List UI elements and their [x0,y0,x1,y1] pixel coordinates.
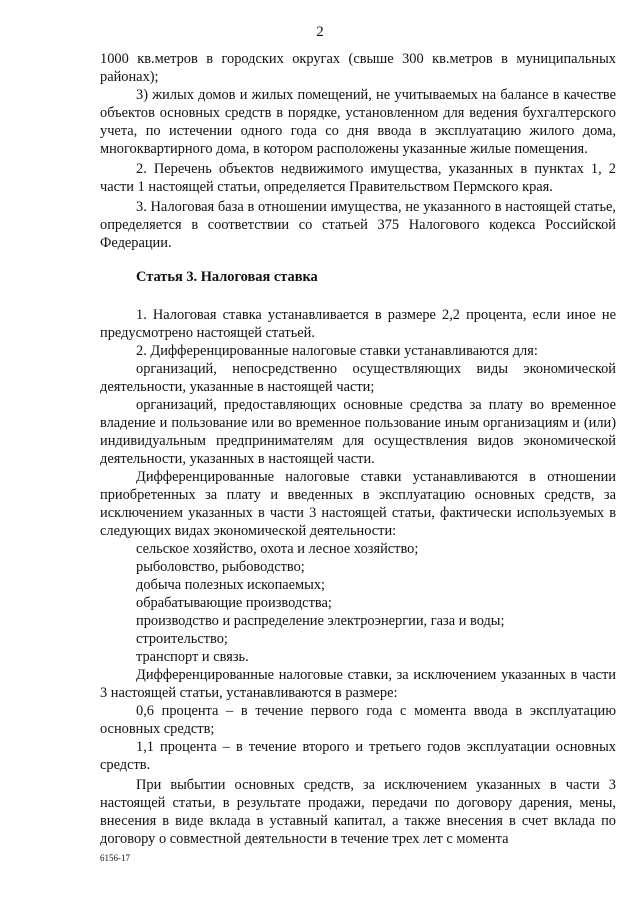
list-item: транспорт и связь. [136,649,249,665]
paragraph: 1000 кв.метров в городских округах (свыше 300 кв.метров в муниципальных районах); [100,51,616,85]
article-heading: Статья 3. Налоговая ставка [136,269,318,285]
document-body [100,50,616,848]
paragraph: При выбытии основных средств, за исключением указанных в части 3 настоящей статьи, в результате продажи, передачи по договору дарения, мены, внесения в виде вклада в уставный капитал, а также внесения в счет вклада по договору о совместной деятельности в течение трех лет с момента [100,777,616,847]
list-item: обрабатывающие производства; [136,595,332,611]
paragraph: 1. Налоговая ставка устанавливается в размере 2,2 процента, если иное не предусмотрено настоящей статьей. [100,307,616,341]
paragraph: 3) жилых домов и жилых помещений, не учитываемых на балансе в качестве объектов основных средств в порядке, установленном для ведения бухгалтерского учета, по истечении одного года со дня ввода в эксплуатацию жилого дома, многоквартирного дома, в котором расположены указанные жилые помещения. [100,87,616,157]
paragraph: организаций, непосредственно осуществляющих виды экономической деятельности, указанные в настоящей части; [100,361,616,395]
list-item: строительство; [136,631,228,647]
list-item: сельское хозяйство, охота и лесное хозяйство; [136,541,419,557]
page-number: 2 [316,24,324,40]
paragraph: Дифференцированные налоговые ставки, за исключением указанных в части 3 настоящей статьи, устанавливаются в размере: [100,667,616,701]
list-item: производство и распределение электроэнергии, газа и воды; [136,613,505,629]
paragraph: организаций, предоставляющих основные средства за плату во временное владение и пользование или во временное пользование иным организациям и (или) индивидуальным предпринимателям для осуществления видов экономической деятельности, указанных в настоящей части. [100,397,616,467]
footer-code: 6156-17 [100,853,130,863]
paragraph: 0,6 процента – в течение первого года с момента ввода в эксплуатацию основных средств; [100,703,616,737]
paragraph: Дифференцированные налоговые ставки устанавливаются в отношении приобретенных за плату и введенных в эксплуатацию основных средств, за исключением указанных в части 3 настоящей статьи, фактически используемых в следующих видах экономической деятельности: [100,469,616,539]
paragraph: 1,1 процента – в течение второго и третьего годов эксплуатации основных средств. [100,739,616,773]
paragraph: 2. Дифференцированные налоговые ставки устанавливаются для: [136,343,538,359]
list-item: добыча полезных ископаемых; [136,577,326,593]
paragraph: 2. Перечень объектов недвижимого имущества, указанных в пунктах 1, 2 части 1 настоящей статьи, определяется Правительством Пермского края. [100,161,616,195]
list-item: рыболовство, рыбоводство; [136,559,305,575]
paragraph: 3. Налоговая база в отношении имущества, не указанного в настоящей статье, определяется в соответствии со статьей 375 Налогового кодекса Российской Федерации. [100,199,616,251]
